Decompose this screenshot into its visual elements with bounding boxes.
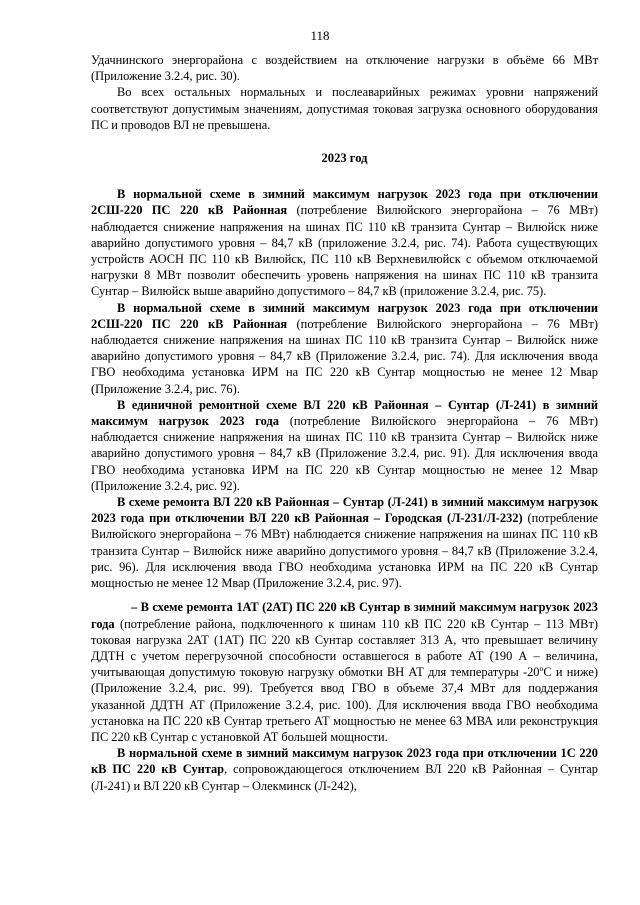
paragraph-3 xyxy=(91,397,598,494)
paragraph-6-text: , сопровождающегося отключением ВЛ 220 кВ Районная – Сунтар (Л-241) и ВЛ 220 кВ Сунтар – Олекминск (Л-242), xyxy=(91,762,599,793)
page-number: 118 xyxy=(310,28,330,43)
paragraph-3-text: (потребление Вилюйского энергорайона – 76 МВт) наблюдается снижение напряжения на шинах ПС 110 кВ транзита Сунтар – Вилюйск ниже аварийно допустимого уровня – 84,7 кВ (Приложение 3.2.4, рис. 91). Для исключения ввода ГВО необходима установка ИРМ на ПС 220 кВ Сунтар мощностью не менее 12 Мвар (Приложение 3.2.4, рис. 92). xyxy=(91,414,598,493)
paragraph-2-text: (потребление Вилюйского энергорайона – 76 МВт) наблюдается снижение напряжения на шинах ПС 110 кВ транзита Сунтар – Вилюйск ниже аварийно допустимого уровня – 84,7 кВ (Приложение 3.2.4, рис. 74). Для исключения ввода ГВО необходима установка ИРМ на ПС 220 кВ Сунтар мощностью не менее 12 Мвар (Приложение 3.2.4, рис. 76). xyxy=(91,316,598,396)
paragraph-5-bold: – В схеме ремонта 1АТ (2АТ) ПС 220 кВ Сунтар в зимний максимум нагрузок 2023 года xyxy=(91,600,598,631)
paragraph-6 xyxy=(91,745,598,794)
paragraph-4 xyxy=(91,494,598,591)
paragraph-2-bold: В нормальной схеме в зимний максимум нагрузок 2023 года при отключении 2СШ-220 ПС 220 кВ Районная xyxy=(91,300,598,331)
intro-paragraph-2: Во всех остальных нормальных и послеаварийных режимах уровни напряжений соответствуют допустимым значениям, допустимая токовая загрузка основного оборудования ПС и проводов ВЛ не превышена. xyxy=(91,85,598,132)
paragraph-4-bold: В схеме ремонта ВЛ 220 кВ Районная – Сунтар (Л-241) в зимний максимум нагрузок 2023 года при отключении ВЛ 220 кВ Районная – Городская (Л-231/Л-232) xyxy=(91,495,598,526)
paragraph-3-bold: В единичной ремонтной схеме ВЛ 220 кВ Районная – Сунтар (Л-241) в зимний максимум нагрузок 2023 года xyxy=(91,397,598,429)
paragraph-2 xyxy=(91,300,598,397)
paragraph-1-text: (потребление Вилюйского энергорайона – 76 МВт) наблюдается снижение напряжения на шинах ПС 110 кВ транзита Сунтар – Вилюйск ниже аварийно допустимого уровня – 84,7 кВ (приложение 3.2.4, рис. 74). Работа существующих устройств АОСН ПС 110 кВ Вилюйск, ПС 110 кВ Верхневилюйск с объемом отключаемой нагрузки 8 МВт позволит обеспечить уровень напряжения на шинах ПС 110 кВ транзита Сунтар – Вилюйск выше аварийно допустимого – 84,7 кВ (приложение 3.2.4, рис. 75). xyxy=(91,203,598,299)
section-heading-2023: 2023 год xyxy=(321,151,368,166)
paragraph-5-text: (потребление района, подключенного к шинам 110 кВ ПС 220 кВ Сунтар – 113 МВт) токовая нагрузка 2АТ (1АТ) ПС 220 кВ Сунтар составляет 313 А, что превышает величину ДДТН с учетом перегрузочной способности оставшегося в работе АТ (190 А – величина, учитывающая допустимую токовую нагрузку обмотки ВН АТ для температуры -20ºС и ниже) (Приложение 3.2.4, рис. 99). Требуется ввод ГВО в объеме 37,4 МВт для поддержания указанной ДДТН АТ (Приложение 3.2.4, рис. 100). Для исключения ввода ГВО необходима установка на ПС 220 кВ Сунтар третьего АТ мощностью не менее 63 МВА или реконструкция ПС 220 кВ Сунтар с установкой АТ большей мощности. xyxy=(91,616,598,744)
intro-paragraph-1: Удачнинского энергорайона с воздействием на отключение нагрузки в объёме 66 МВт (Приложение 3.2.4, рис. 30). xyxy=(91,53,598,84)
page-body xyxy=(91,52,598,794)
paragraph-5 xyxy=(91,599,598,745)
paragraph-6-bold: В нормальной схеме в зимний максимум нагрузок 2023 года при отключении 1С 220 кВ ПС 220 кВ Сунтар xyxy=(91,746,598,777)
paragraph-1-bold: В нормальной схеме в зимний максимум нагрузок 2023 года при отключении 2СШ-220 ПС 220 кВ Районная xyxy=(91,187,598,218)
paragraph-1 xyxy=(91,186,598,299)
paragraph-4-text: (потребление Вилюйского энергорайона – 76 МВт) наблюдается снижение напряжения на шинах ПС 110 кВ транзита Сунтар – Вилюйск ниже аварийно допустимого уровня – 84,7 кВ (Приложение 3.2.4, рис. 96). Для исключения ввода ГВО необходима установка ИРМ на ПС 220 кВ Сунтар мощностью не менее 12 Мвар (Приложение 3.2.4, рис. 97). xyxy=(91,511,599,591)
